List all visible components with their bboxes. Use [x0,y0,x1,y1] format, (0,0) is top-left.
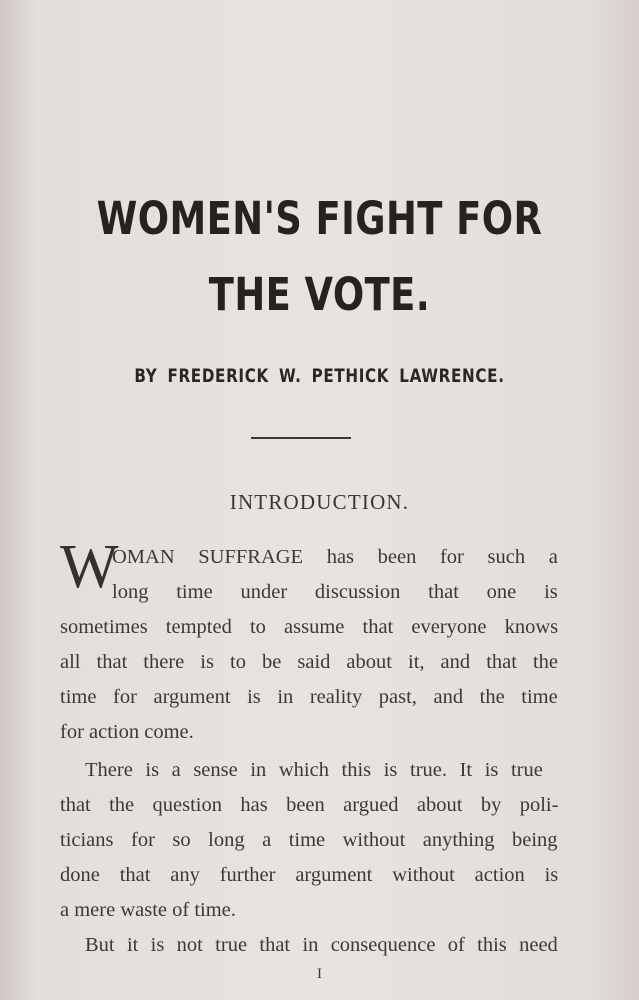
paragraph-2-line-5: a mere waste of time. [60,899,236,921]
paragraph-3-line-1: But it is not true that in consequence of this need [85,934,558,956]
title-line-1: WOMEN'S FIGHT FOR [96,192,543,245]
title-line-2: THE VOTE. [208,268,431,321]
paragraph-1-line-6: for action come. [60,721,194,743]
paragraph-2-line-2: that the question has been argued about by poli- [60,794,559,816]
divider-rule [251,437,351,439]
paragraph-1-line-1: OMAN SUFFRAGE has been for such a [112,546,558,568]
paragraph-2-line-3: ticians for so long a time without anything being [60,829,558,851]
paragraph-2-line-4: done that any further argument without action is [60,864,559,886]
paragraph-1-line-5: time for argument is in reality past, and the time [60,686,558,708]
author-byline: BY FREDERICK W. PETHICK LAWRENCE. [134,366,505,387]
page-number: I [317,966,322,982]
paragraph-1-line-4: all that there is to be said about it, and that the [60,651,559,673]
section-heading: INTRODUCTION. [229,490,410,514]
paragraph-1-line-3: sometimes tempted to assume that everyone knows [60,616,559,638]
paragraph-1-line-2: long time under discussion that one is [112,581,558,603]
paragraph-2-line-1: There is a sense in which this is true. It is true [85,759,543,781]
drop-cap-letter: W [60,533,119,601]
